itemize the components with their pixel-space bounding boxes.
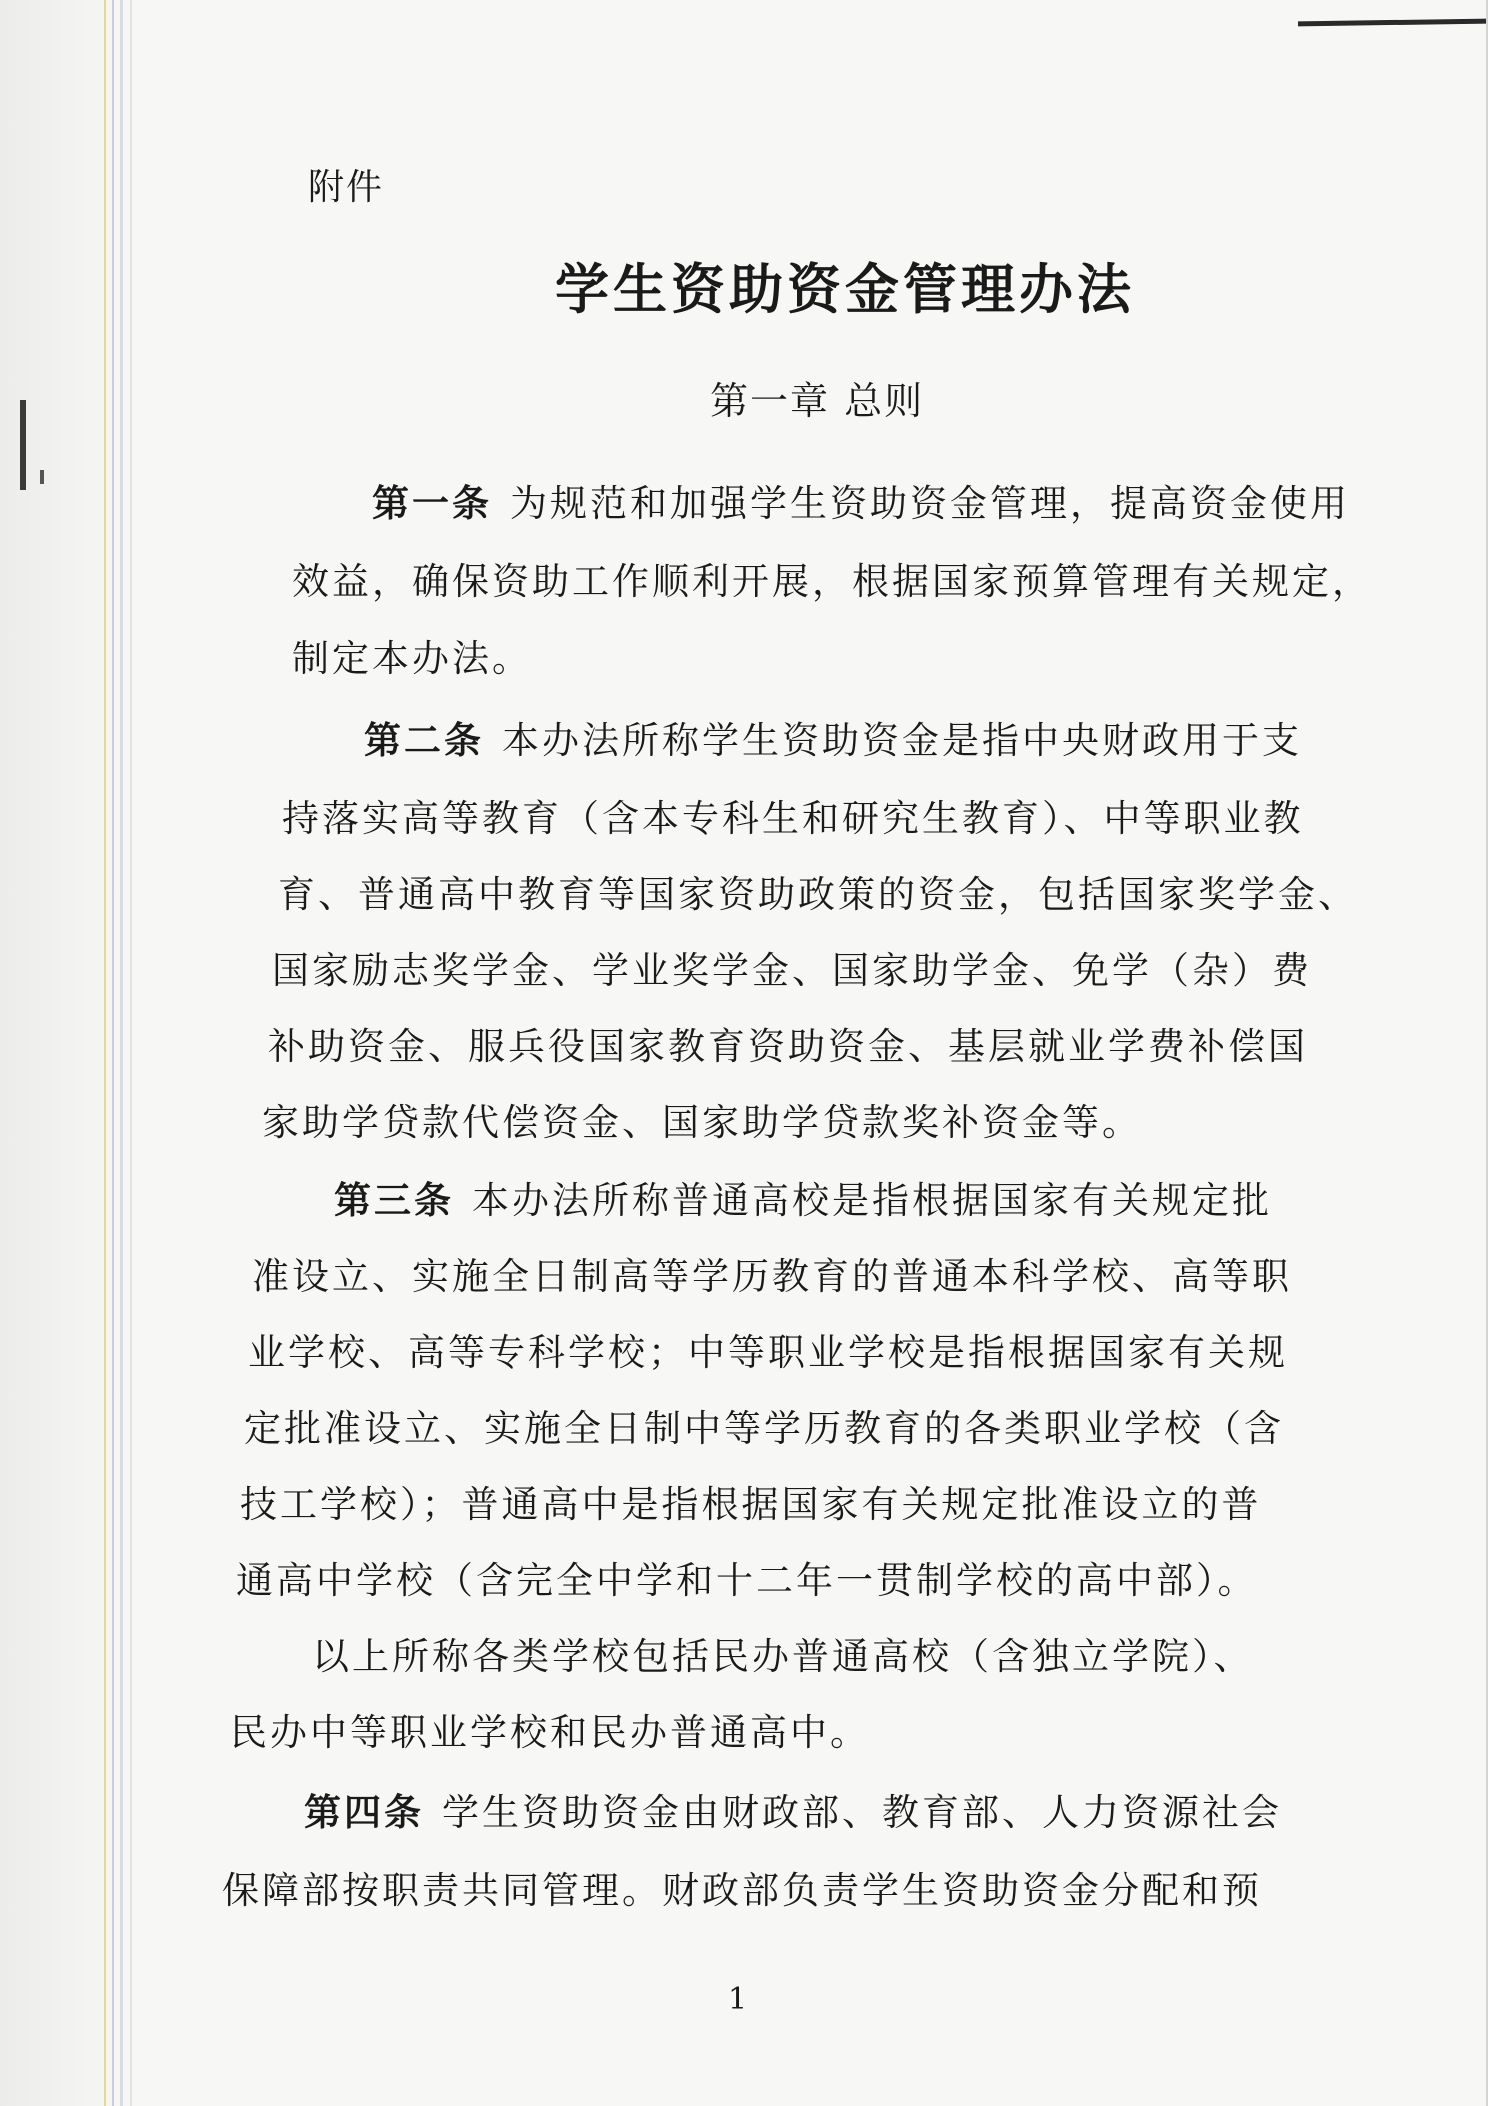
article-label: 第一条	[372, 482, 492, 525]
article-2-line-4: 国家励志奖学金、学业奖学金、国家助学金、免学（杂）费	[272, 949, 1312, 992]
article-3-line-1: 第三条 本办法所称普通高校是指根据国家有关规定批	[334, 1179, 1272, 1222]
article-2-line-3: 育、普通高中教育等国家资助政策的资金，包括国家奖学金、	[278, 873, 1358, 916]
page-number: 1	[728, 1982, 748, 2017]
article-2-line-2: 持落实高等教育（含本专科生和研究生教育）、中等职业教	[282, 797, 1304, 840]
binding-line	[120, 0, 123, 2106]
article-4-line-1: 第四条 学生资助资金由财政部、教育部、人力资源社会	[304, 1791, 1282, 1834]
article-label: 第三条	[334, 1179, 454, 1222]
binding-strip	[0, 0, 135, 2106]
article-label: 第四条	[304, 1791, 424, 1834]
article-1-line-2: 效益，确保资助工作顺利开展，根据国家预算管理有关规定，	[292, 560, 1372, 603]
paragraph-line-2: 民办中等职业学校和民办普通高中。	[230, 1711, 870, 1754]
article-2-line-6: 家助学贷款代偿资金、国家助学贷款奖补资金等。	[262, 1101, 1142, 1144]
article-3-line-3: 业学校、高等专科学校；中等职业学校是指根据国家有关规	[248, 1331, 1288, 1374]
paragraph-line-1: 以上所称各类学校包括民办普通高校（含独立学院）、	[312, 1635, 1254, 1678]
article-1-line-3: 制定本办法。	[292, 637, 532, 680]
article-2-line-5: 补助资金、服兵役国家教育资助资金、基层就业学费补偿国	[268, 1025, 1308, 1068]
article-2-line-1: 第二条 本办法所称学生资助资金是指中央财政用于支	[364, 719, 1302, 762]
article-3-line-5: 技工学校）；普通高中是指根据国家有关规定批准设立的普	[240, 1483, 1262, 1526]
document-title: 学生资助资金管理办法	[555, 257, 1135, 321]
scan-edge-line	[1298, 19, 1488, 27]
article-3-line-4: 定批准设立、实施全日制中等学历教育的各类职业学校（含	[244, 1407, 1284, 1450]
article-3-line-6: 通高中学校（含完全中学和十二年一贯制学校的高中部）。	[236, 1559, 1258, 1602]
binding-line	[130, 0, 132, 2106]
binding-mark	[40, 470, 44, 484]
binding-mark	[20, 400, 26, 490]
annex-label: 附件	[308, 167, 385, 208]
article-1-line-1: 第一条 为规范和加强学生资助资金管理，提高资金使用	[372, 482, 1350, 525]
binding-line	[112, 0, 114, 2106]
chapter-heading: 第一章 总则	[710, 379, 925, 423]
binding-line	[104, 0, 106, 2106]
article-4-line-2: 保障部按职责共同管理。财政部负责学生资助资金分配和预	[222, 1869, 1262, 1912]
article-label: 第二条	[364, 719, 484, 762]
article-3-line-2: 准设立、实施全日制高等学历教育的普通本科学校、高等职	[252, 1255, 1292, 1298]
